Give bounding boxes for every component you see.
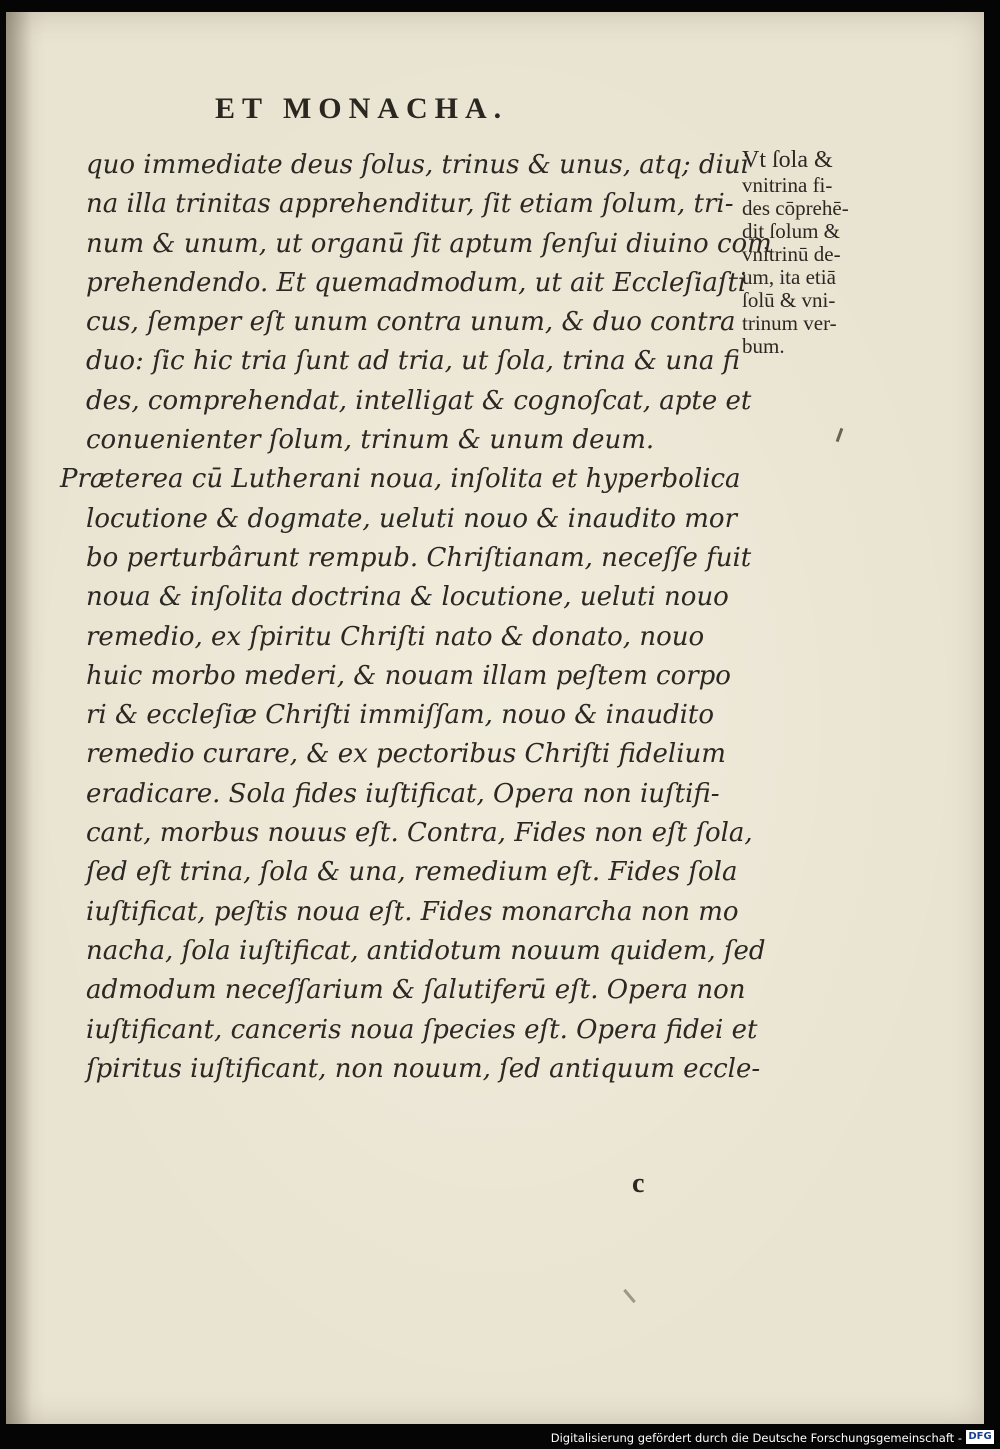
marginal-line: ſolū & vni-	[742, 288, 836, 312]
marginal-line: des cōprehē-	[742, 196, 849, 220]
body-line: ri & eccleſiæ Chriſti immiſſam, nouo & inaudito	[86, 700, 715, 731]
gutter-shadow	[6, 12, 32, 1424]
body-line: remedio curare, & ex pectoribus Chriſti fidelium	[86, 739, 726, 770]
body-line: quo immediate deus ſolus, trinus & unus, atq; diui	[86, 150, 749, 180]
funding-credit: Digitalisierung gefördert durch die Deutsche Forschungsgemeinschaft -	[550, 1431, 962, 1445]
body-line: noua & inſolita doctrina & locutione, ueluti nouo	[86, 582, 729, 613]
body-line: huic morbo mederi, & nouam illam peſtem corpo	[86, 660, 731, 691]
running-head: ET MONACHA.	[215, 92, 509, 125]
body-line: bo perturbârunt rempub. Chriſtianam, neceſſe fuit	[86, 542, 752, 573]
body-line: remedio, ex ſpiritu Chriſti nato & donato, nouo	[86, 621, 705, 652]
marginal-line: vnitrina fi-	[742, 173, 833, 197]
body-line: ſed eſt trina, ſola & una, remedium eſt. Fides ſola	[86, 857, 738, 888]
body-line: conuenienter ſolum, trinum & unum deum.	[86, 425, 655, 456]
body-line: iuſtificant, canceris noua ſpecies eſt. Opera fidei et	[86, 1014, 758, 1045]
body-line: num & unum, ut organū ſit aptum ſenſui diuino com	[86, 228, 772, 259]
dfg-logo-icon: DFG	[966, 1430, 994, 1444]
body-line: admodum neceſſarium & ſalutiferū eſt. Opera non	[86, 975, 746, 1006]
signature-mark: c	[632, 1168, 645, 1199]
body-line: prehendendo. Et quemadmodum, ut ait Eccleſiaſti	[86, 267, 747, 298]
marginal-line: bum.	[742, 334, 785, 358]
paragraph-start-line: Præterea cū Lutherani noua, inſolita et hyperbolica	[60, 464, 741, 495]
body-line: des, comprehendat, intelligat & cognoſcat, apte et	[86, 385, 752, 416]
marginal-line: dit ſolum &	[742, 219, 841, 243]
body-line: na illa trinitas apprehenditur, ſit etiam ſolum, tri-	[86, 189, 734, 220]
marginal-line: Vt ſola &	[742, 147, 833, 173]
marginal-line: um, ita etiā	[742, 265, 836, 289]
body-line: iuſtificat, peſtis noua eſt. Fides monarcha non mo	[86, 896, 739, 927]
marginal-line: trinum ver-	[742, 311, 837, 335]
marginal-note	[742, 146, 892, 358]
body-line: cant, morbus nouus eſt. Contra, Fides non eſt ſola,	[86, 818, 753, 849]
body-line: ſpiritus iuſtificant, non nouum, ſed antiquum eccle-	[86, 1053, 761, 1084]
body-line: locutione & dogmate, ueluti nouo & inaudito mor	[86, 503, 738, 534]
body-line: cus, ſemper eſt unum contra unum, & duo contra	[86, 307, 736, 338]
body-line: eradicare. Sola fides iuſtificat, Opera non iuſtifi-	[86, 778, 720, 809]
body-line: duo: ſic hic tria ſunt ad tria, ut ſola, trina & una fi	[86, 346, 740, 377]
marginal-line: vnitrinū de-	[742, 242, 841, 266]
body-line: nacha, ſola iuſtificat, antidotum nouum quidem, ſed	[86, 935, 766, 966]
